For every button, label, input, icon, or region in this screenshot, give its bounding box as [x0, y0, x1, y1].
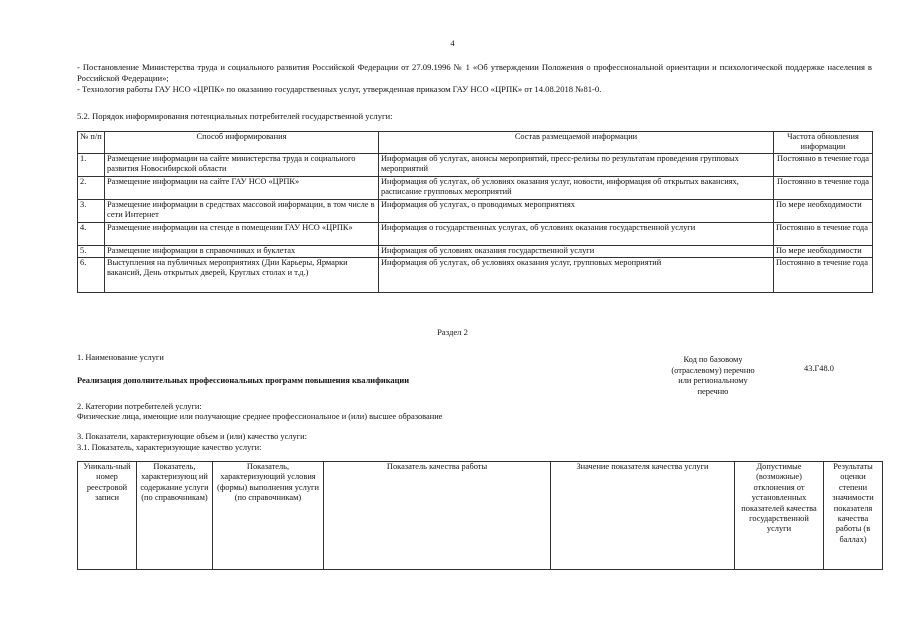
row-method: Размещение информации на сайте ГАУ НСО «ЦРПК» — [105, 177, 379, 200]
row-frequency: По мере необходимости — [774, 200, 873, 223]
header-method: Способ информирования — [105, 132, 379, 154]
row-number: 1. — [78, 154, 105, 177]
row-number: 5. — [78, 246, 105, 258]
info-table-header — [78, 132, 873, 154]
row-content: Информация о государственных услугах, об условиях оказания государственной услуги — [379, 223, 774, 246]
row-content: Информация об услугах, об условиях оказания услуг, новости, информация об открытых вакансиях, расписание групповых мероприятий — [379, 177, 774, 200]
row-number: 6. — [78, 258, 105, 293]
row-content: Информация об услугах, анонсы мероприятий, пресс-релизы по результатам проведения групповых мероприятий — [379, 154, 774, 177]
table-row — [78, 223, 873, 246]
table-row — [78, 246, 873, 258]
row-method: Размещение информации на сайте министерства труда и социального развития Новосибирской области — [105, 154, 379, 177]
table-row — [78, 200, 873, 223]
row-method: Размещение информации в средствах массовой информации, в том числе в сети Интернет — [105, 200, 379, 223]
table-row — [78, 154, 873, 177]
quality-table-header — [78, 462, 883, 570]
row-frequency: Постоянно в течение года — [774, 223, 873, 246]
category-value: Физические лица, имеющие или получающие среднее профессиональное и (или) высшее образование — [77, 412, 443, 421]
row-method: Выступления на публичных мероприятиях (Дни Карьеры, Ярмарки вакансий, День открытых дверей, Круглых столах и т.д.) — [105, 258, 379, 293]
row-frequency: Постоянно в течение года — [774, 258, 873, 293]
quality-label: 3.1. Показатель, характеризующие качество услуги: — [77, 443, 262, 452]
header-number: № п/п — [78, 132, 105, 154]
row-method: Размещение информации в справочниках и буклетах — [105, 246, 379, 258]
row-content: Информация об условиях оказания государственной услуги — [379, 246, 774, 258]
header-registry-number: Уникаль-ный номер реестровой записи — [78, 462, 137, 570]
header-quality-value: Значение показателя качества услуги — [551, 462, 735, 570]
header-frequency: Частота обновления информации — [774, 132, 873, 154]
row-frequency: Постоянно в течение года — [774, 154, 873, 177]
intro-line-2: - Технология работы ГАУ НСО «ЦРПК» по оказанию государственных услуг, утвержденная приказом ГАУ НСО «ЦРПК» от 14.08.2018 №81-0. — [77, 84, 602, 94]
row-content: Информация об услугах, об условиях оказания услуг, групповых мероприятий — [379, 258, 774, 293]
code-label: Код по базовому (отраслевому) перечню или региональному перечню — [671, 355, 755, 396]
row-content: Информация об услугах, о проводимых мероприятиях — [379, 200, 774, 223]
header-content: Состав размещаемой информации — [379, 132, 774, 154]
header-significance-results: Результаты оценки степени значимости показателя качества работы (в баллах) — [824, 462, 883, 570]
section-5-2-heading: 5.2. Порядок информирования потенциальных потребителей государственной услуги: — [77, 111, 393, 121]
service-name-value: Реализация дополнительных профессиональных программ повышения квалификации — [77, 376, 410, 385]
header-conditions-indicator: Показатель, характеризующий условия (формы) выполнения услуги (по справочникам) — [213, 462, 324, 570]
indicators-label: 3. Показатели, характеризующие объем и (или) качество услуги: — [77, 432, 307, 441]
table-row — [78, 258, 873, 293]
row-frequency: Постоянно в течение года — [774, 177, 873, 200]
row-number: 4. — [78, 223, 105, 246]
row-number: 3. — [78, 200, 105, 223]
code-value: 43.Г48.0 — [804, 364, 834, 373]
category-label: 2. Категории потребителей услуги: — [77, 402, 202, 411]
row-frequency: По мере необходимости — [774, 246, 873, 258]
table-row — [78, 177, 873, 200]
intro-line-1: - Постановление Министерства труда и социального развития Российской Федерации от 27.09.1996 № 1 «Об утверждении Положения о профессиональной ориентации и психологической поддержке населения в Российской Федерации»; — [77, 62, 872, 83]
page-number: 4 — [450, 38, 455, 48]
row-method: Размещение информации на стенде в помещении ГАУ НСО «ЦРПК» — [105, 223, 379, 246]
header-quality-indicator: Показатель качества работы — [324, 462, 551, 570]
quality-table — [77, 461, 883, 570]
service-name-label: 1. Наименование услуги — [77, 353, 164, 362]
header-content-indicator: Показатель, характеризующ ий содержание услуги (по справочникам) — [137, 462, 213, 570]
info-table — [77, 131, 873, 293]
row-number: 2. — [78, 177, 105, 200]
header-allowed-deviations: Допустимые (возможные) отклонения от установленных показателей качества государственной услуги — [735, 462, 824, 570]
section-title: Раздел 2 — [437, 327, 468, 337]
